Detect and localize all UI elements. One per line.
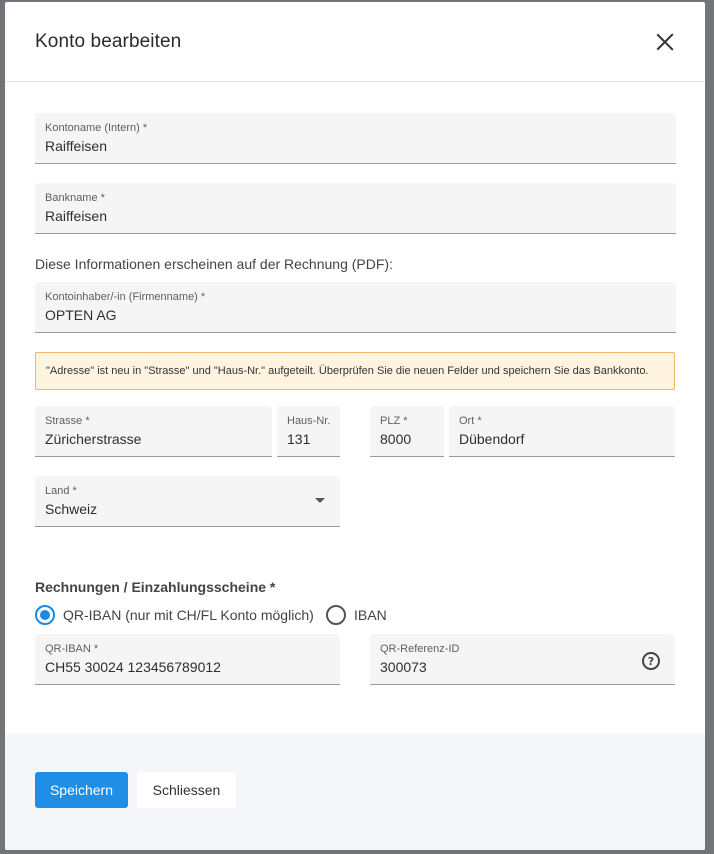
strasse-value: Züricherstrasse	[45, 431, 142, 447]
edit-account-dialog	[5, 2, 705, 850]
dialog-title: Konto bearbeiten	[35, 31, 182, 52]
hausnr-value: 131	[287, 431, 311, 447]
land-label: Land *	[45, 485, 77, 497]
ort-label: Ort *	[459, 415, 482, 427]
radio-iban-indicator[interactable]	[326, 605, 346, 625]
hausnr-field[interactable]	[277, 406, 340, 457]
plz-label: PLZ *	[380, 415, 408, 427]
radio-qr-iban-indicator[interactable]	[35, 605, 55, 625]
close-button[interactable]: Schliessen	[137, 772, 236, 808]
payment-section-title: Rechnungen / Einzahlungsscheine *	[35, 579, 276, 595]
kontoinhaber-field[interactable]	[35, 282, 676, 333]
ort-value: Dübendorf	[459, 431, 525, 447]
radio-iban-label: IBAN	[354, 607, 387, 623]
kontoinhaber-label: Kontoinhaber/-in (Firmenname) *	[45, 291, 206, 303]
pdf-info-text: Diese Informationen erscheinen auf der Rechnung (PDF):	[35, 256, 393, 272]
qr-iban-value: CH55 30024 123456789012	[45, 659, 221, 675]
save-button[interactable]: Speichern	[35, 772, 128, 808]
qr-referenz-label: QR-Referenz-ID	[380, 643, 460, 655]
plz-value: 8000	[380, 431, 412, 447]
kontoname-field[interactable]	[35, 113, 676, 164]
ort-field[interactable]	[449, 406, 675, 457]
land-select[interactable]	[35, 476, 340, 527]
qr-referenz-value: 300073	[380, 659, 427, 675]
dialog-footer	[5, 734, 705, 850]
radio-iban[interactable]	[326, 605, 387, 625]
kontoname-label: Kontoname (Intern) *	[45, 122, 148, 134]
qr-iban-label: QR-IBAN *	[45, 643, 99, 655]
hausnr-label: Haus-Nr.	[287, 415, 331, 427]
close-icon[interactable]	[655, 32, 675, 52]
help-circle-icon[interactable]: ?	[642, 652, 660, 670]
dialog-header	[5, 2, 705, 82]
plz-field[interactable]	[370, 406, 444, 457]
radio-qr-iban-label: QR-IBAN (nur mit CH/FL Konto möglich)	[63, 607, 314, 623]
chevron-down-icon	[315, 498, 325, 503]
kontoinhaber-value: OPTEN AG	[45, 307, 117, 323]
land-value: Schweiz	[45, 501, 98, 517]
kontoname-value: Raiffeisen	[45, 138, 108, 154]
qr-referenz-field[interactable]	[370, 634, 675, 685]
strasse-label: Strasse *	[45, 415, 90, 427]
radio-qr-iban[interactable]	[35, 605, 314, 625]
bankname-value: Raiffeisen	[45, 208, 108, 224]
strasse-field[interactable]	[35, 406, 272, 457]
bankname-label: Bankname *	[45, 192, 105, 204]
bankname-field[interactable]	[35, 183, 676, 234]
address-warning-banner: "Adresse" ist neu in "Strasse" und "Haus-Nr." aufgeteilt. Überprüfen Sie die neuen Felder und speichern Sie das Bankkonto.	[35, 352, 675, 390]
qr-iban-field[interactable]	[35, 634, 340, 685]
